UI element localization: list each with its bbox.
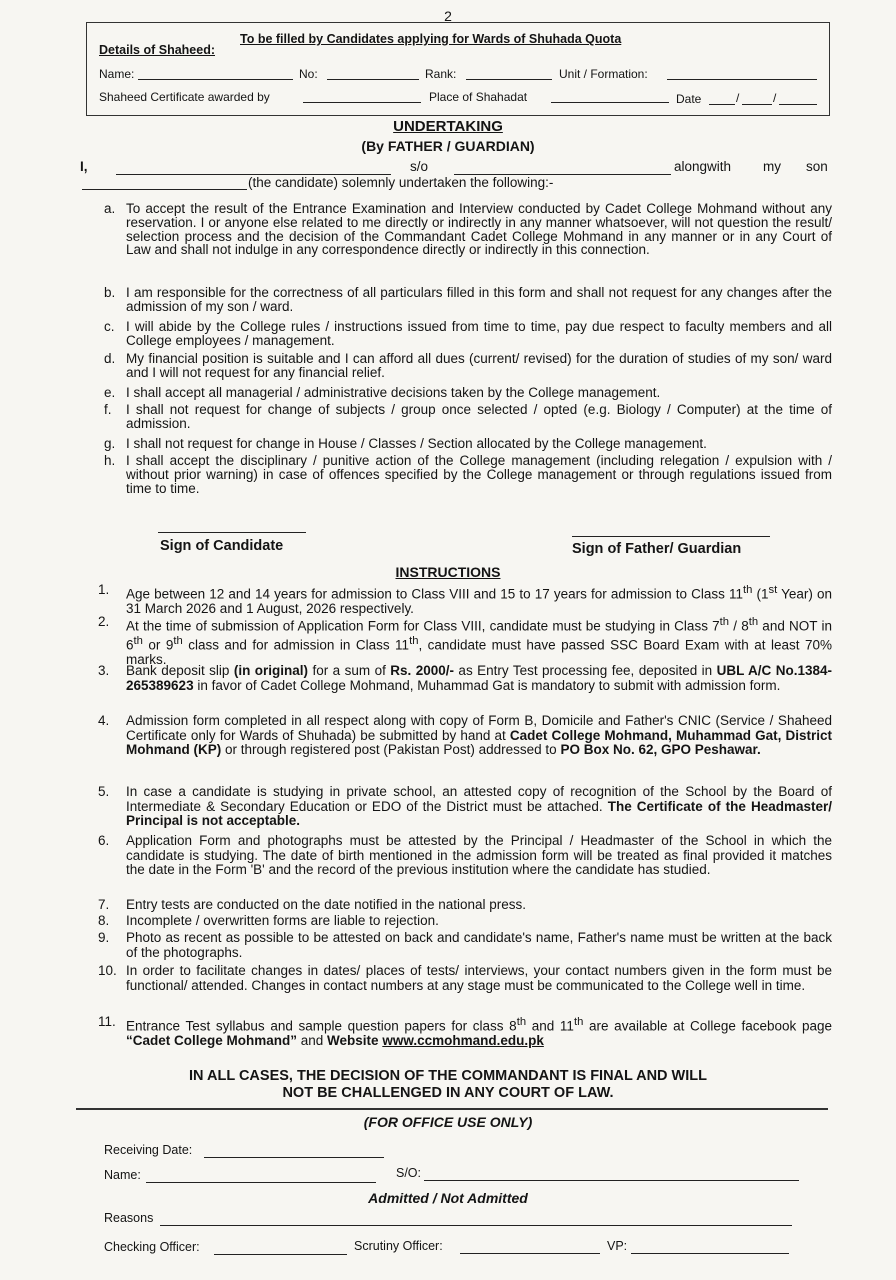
scrutiny-officer-label: Scrutiny Officer: (354, 1239, 443, 1253)
checking-officer-field[interactable] (214, 1242, 347, 1255)
shaheed-name-label: Name: (99, 67, 135, 81)
undertaking-subtitle: (By FATHER / GUARDIAN) (361, 138, 535, 154)
reasons-label: Reasons (104, 1211, 154, 1225)
shaheed-heading: Details of Shaheed: (99, 43, 215, 57)
scrutiny-officer-field[interactable] (460, 1241, 600, 1254)
father-name-field[interactable] (116, 162, 391, 175)
instruction-number: 3. (98, 663, 110, 678)
item-letter: c. (104, 319, 115, 334)
undertaking-item-a (104, 202, 832, 257)
shaheed-rank-label: Rank: (425, 67, 457, 81)
checking-officer-label: Checking Officer: (104, 1240, 200, 1254)
instruction-number: 5. (98, 784, 110, 799)
undertaking-my: my (763, 159, 781, 174)
candidate-signature-label: Sign of Candidate (160, 538, 284, 554)
office-name-label: Name: (104, 1168, 141, 1182)
father-so-field[interactable] (454, 162, 671, 175)
shaheed-cert-label: Shaheed Certificate awarded by (99, 90, 270, 104)
item-letter: a. (104, 201, 116, 216)
shaheed-date-month[interactable] (742, 92, 772, 105)
undertaking-item-g (104, 437, 832, 451)
item-letter: f. (104, 402, 112, 417)
instruction-item-6: 6. Application Form and photographs must be attested by the Principal / Headmaster of the School in which the candidate is studying. The date of birth mentioned in the admission form will be treated as final provided it matches the date in the Form 'B' and the record of the previous institution where the candidate has studied. (98, 833, 832, 878)
item-letter: g. (104, 436, 116, 451)
undertaking-candidate-text: (the candidate) solemnly undertaken the following:- (248, 175, 554, 190)
shaheed-date-label: Date (676, 92, 702, 106)
divider (76, 1108, 828, 1110)
instruction-item-8: 8. Incomplete / overwritten forms are liable to rejection. (98, 913, 439, 928)
website-link[interactable]: www.ccmohmand.edu.pk (382, 1033, 544, 1049)
office-so-label: S/O: (396, 1166, 422, 1180)
item-text: I will abide by the College rules / instructions issued from time to time, pay due respect to faculty members and all College employees / management. (126, 319, 832, 348)
shaheed-name-field[interactable] (138, 67, 293, 80)
decision-line-2: NOT BE CHALLENGED IN ANY COURT OF LAW. (282, 1085, 614, 1101)
guardian-signature-label: Sign of Father/ Guardian (572, 541, 742, 557)
commandant-decision (0, 1068, 896, 1102)
instruction-number: 4. (98, 713, 110, 728)
item-text: I am responsible for the correctness of all particulars filled in this form and shall not request for any changes after the admission of my son / ward. (126, 285, 832, 314)
instruction-item-2: 2. At the time of submission of Application Form for Class VIII, candidate must be studying in Class 7th / 8th and NOT in 6th or 9th class and for admission in Class 11th, candidate must have passed SSC Board Exam with at least 70% marks. (98, 614, 832, 668)
undertaking-item-f (104, 403, 832, 431)
instruction-item-5: 5. In case a candidate is studying in private school, an attested copy of recognition of the School by the Board of Intermediate & Secondary Education or EDO of the District must be attached. The Certificate of the Headmaster/ Principal is not acceptable. (98, 784, 832, 829)
admitted-status: Admitted / Not Admitted (368, 1190, 528, 1206)
undertaking-alongwith: alongwith (674, 159, 732, 174)
page-number: 2 (444, 8, 452, 24)
instruction-item-7: 7. Entry tests are conducted on the date notified in the national press. (98, 897, 527, 912)
shaheed-place-label: Place of Shahadat (429, 90, 528, 104)
vp-label: VP: (607, 1239, 628, 1253)
instruction-number: 10. (98, 963, 117, 978)
shaheed-cert-field[interactable] (303, 90, 421, 103)
instruction-item-3: 3. Bank deposit slip (in original) for a sum of Rs. 2000/- as Entry Test processing fee, deposited in UBL A/C No.1384-265389623 in favor of Cadet College Mohmand, Muhammad Gat is mandatory to submit with admission form. (98, 663, 833, 693)
undertaking-item-b (104, 286, 832, 314)
shaheed-place-field[interactable] (551, 90, 669, 103)
instruction-item-9: 9. Photo as recent as possible to be attested on back and candidate's name, Father's name must be written at the back of the photographs. (98, 930, 832, 960)
item-text: I shall not request for change of subjects / group once selected / opted (e.g. Biology / Computer) at the time of admission. (126, 402, 832, 431)
instruction-number: 11. (98, 1014, 116, 1029)
instruction-number: 1. (98, 582, 110, 597)
shaheed-unit-label: Unit / Formation: (559, 67, 648, 81)
item-letter: h. (104, 453, 116, 468)
undertaking-item-c (104, 320, 832, 348)
item-text: I shall accept all managerial / administrative decisions taken by the College management. (126, 385, 661, 400)
instruction-number: 9. (98, 930, 110, 945)
instruction-number: 7. (98, 897, 110, 912)
item-text: I shall accept the disciplinary / punitive action of the College management (including relegation / expulsion with / without prior warning) in case of offences specified by the College management or through regulations issued from time to time. (126, 453, 832, 496)
instruction-item-1: 1. Age between 12 and 14 years for admission to Class VIII and 15 to 17 years for admission to Class 11th (1st Year) on 31 March 2026 and 1 August, 2026 respectively. (98, 582, 832, 617)
undertaking-i: I, (80, 159, 88, 174)
candidate-signature-line[interactable] (158, 532, 306, 533)
item-letter: d. (104, 351, 116, 366)
item-letter: b. (104, 285, 116, 300)
instruction-number: 2. (98, 614, 110, 629)
undertaking-item-d (104, 352, 832, 380)
shaheed-date-year[interactable] (779, 92, 817, 105)
undertaking-item-h (104, 454, 832, 495)
receiving-date-label: Receiving Date: (104, 1143, 193, 1157)
instruction-item-11: 11. Entrance Test syllabus and sample question papers for class 8th and 11th are available at College facebook page “Cadet College Mohmand” and Website www.ccmohmand.edu.pk (98, 1014, 832, 1049)
office-name-field[interactable] (146, 1170, 376, 1183)
item-letter: e. (104, 385, 116, 400)
office-use-title: (FOR OFFICE USE ONLY) (363, 1114, 533, 1130)
instructions-title: INSTRUCTIONS (395, 564, 501, 580)
undertaking-item-e (104, 386, 832, 400)
undertaking-title: UNDERTAKING (393, 118, 503, 135)
receiving-date-field[interactable] (204, 1145, 384, 1158)
item-text: To accept the result of the Entrance Examination and Interview conducted by Cadet College Mohmand without any reservation. I or anyone else related to me directly or indirectly in any manner whatsoever, will not question the result/ selection process and the decision of the Commandant Cadet College Mohmand in any manner or in any Court of Law and shall not indulge in any correspondence directly or indirectly in this connection. (126, 201, 832, 258)
shaheed-no-label: No: (299, 67, 318, 81)
vp-field[interactable] (631, 1241, 789, 1254)
instruction-item-10: 10. In order to facilitate changes in dates/ places of tests/ interviews, your contact numbers given in the form must be functional/ attended. Changes in contact numbers at any stage must be communicated to the College well in time. (98, 963, 832, 993)
item-text: I shall not request for change in House / Classes / Section allocated by the College management. (126, 436, 707, 451)
shaheed-date-day[interactable] (709, 92, 735, 105)
reasons-field[interactable] (160, 1213, 792, 1226)
office-so-field[interactable] (424, 1168, 799, 1181)
shaheed-unit-field[interactable] (667, 67, 817, 80)
shuhada-quota-note: To be filled by Candidates applying for Wards of Shuhada Quota (240, 32, 622, 46)
date-separator: / (773, 91, 777, 105)
instruction-item-4: 4. Admission form completed in all respect along with copy of Form B, Domicile and Father's CNIC (Service / Shaheed Certificate only for Wards of Shuhada) be submitted by hand at Cadet College Mohmand, Muhammad Gat, District Mohmand (KP) or through registered post (Pakistan Post) addressed to PO Box No. 62, GPO Peshawar. (98, 713, 832, 758)
item-text: My financial position is suitable and I can afford all dues (current/ revised) for the duration of studies of my son/ ward and I will not request for any financial relief. (126, 351, 832, 380)
instruction-number: 8. (98, 913, 110, 928)
candidate-name-field[interactable] (82, 177, 247, 190)
shaheed-rank-field[interactable] (466, 67, 552, 80)
date-separator: / (736, 91, 740, 105)
instruction-number: 6. (98, 833, 110, 848)
undertaking-so: s/o (410, 159, 429, 174)
undertaking-son: son (806, 159, 828, 174)
decision-line-1: IN ALL CASES, THE DECISION OF THE COMMANDANT IS FINAL AND WILL (189, 1068, 707, 1084)
guardian-signature-line[interactable] (572, 536, 770, 537)
shaheed-no-field[interactable] (327, 67, 419, 80)
